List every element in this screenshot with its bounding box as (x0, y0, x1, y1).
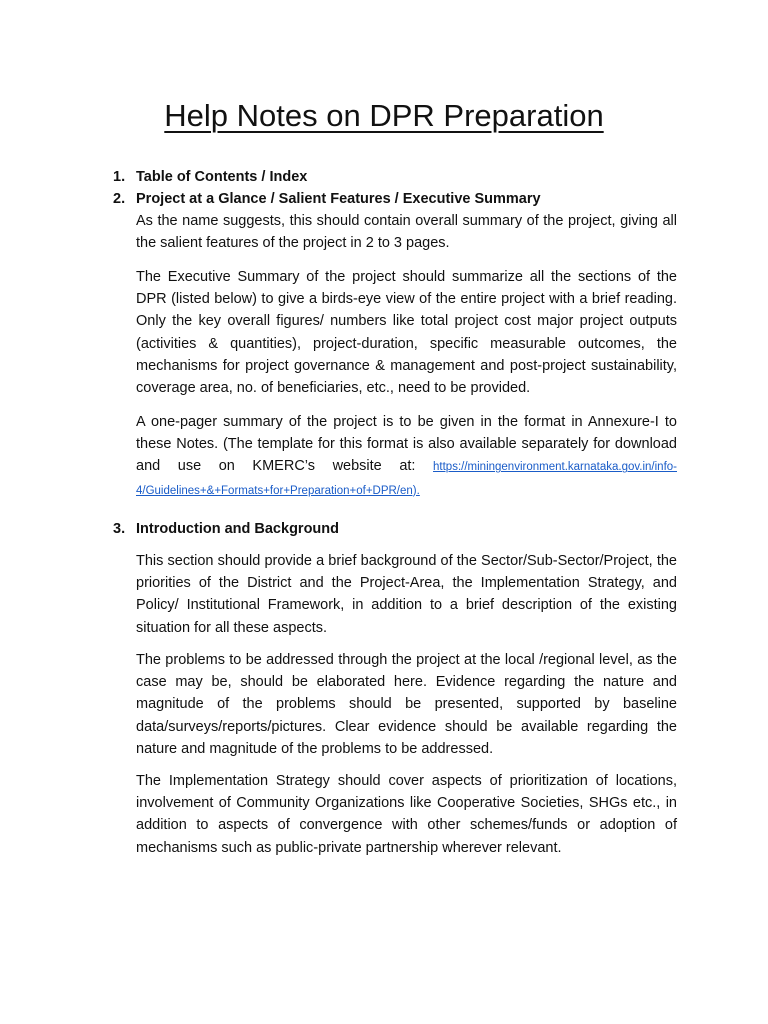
list-item-heading-text: Introduction and Background (136, 521, 339, 537)
section3-paragraph-2: The problems to be addressed through the project at the local /regional level, as the case may be, should be elaborated here. Evidence regarding the nature and magnitude of the problems should be presented, supported by baseline data/surveys/reports/pictures. Clear evidence should be available regarding the nature and magnitude of the problems to be addressed. (136, 652, 677, 757)
section3-paragraph-3: The Implementation Strategy should cover aspects of prioritization of locations, involvement of Community Organizations like Cooperative Societies, SHGs etc., in addition to aspects of convergence with other schemes/funds or adoption of mechanisms such as public-private partnership wherever relevant. (136, 773, 677, 856)
page-title: Help Notes on DPR Preparation (164, 98, 604, 133)
section3-paragraph-1: This section should provide a brief background of the Sector/Sub-Sector/Project, the priorities of the District and the Project-Area, the Implementation Strategy, and Policy/ Institutional Framework, in addition to a brief description of the existing situation for all these aspects. (136, 553, 677, 636)
section2-paragraph-3-text: A one-pager summary of the project is to be given in the format in Annexure-I to these Notes. (The template for this format is also available separately for download and use on KMERC’s website at: (136, 414, 677, 475)
list-item-number: 3. (113, 521, 126, 537)
section2-paragraph-2: The Executive Summary of the project should summarize all the sections of the DPR (listed below) to give a birds-eye view of the entire project with a brief reading. Only the key overall figures/ numbers like total project cost major project outputs (activities & quantities), project-duration, specific measurable outcomes, the mechanisms for project governance & management and post-project sustainability, coverage area, no. of beneficiaries, etc., need to be provided. (136, 269, 677, 397)
section2-paragraph-3 (136, 411, 677, 502)
list-item-number: 2. (113, 191, 126, 207)
section2-paragraph-1: As the name suggests, this should contain overall summary of the project, giving all the salient features of the project in 2 to 3 pages. (136, 213, 677, 252)
kmerc-website-link[interactable]: https://miningenvironment.karnataka.gov.in/info-4/Guidelines+&+Formats+for+Preparation+of+DPR/en). (136, 461, 677, 497)
list-item-heading-3 (113, 518, 339, 540)
list-item-number: 1. (113, 169, 126, 185)
list-item-heading-1 (113, 166, 307, 188)
list-item-heading-text: Table of Contents / Index (136, 169, 308, 185)
list-item-heading-2 (113, 188, 541, 210)
list-item-heading-text: Project at a Glance / Salient Features / Executive Summary (136, 191, 541, 207)
